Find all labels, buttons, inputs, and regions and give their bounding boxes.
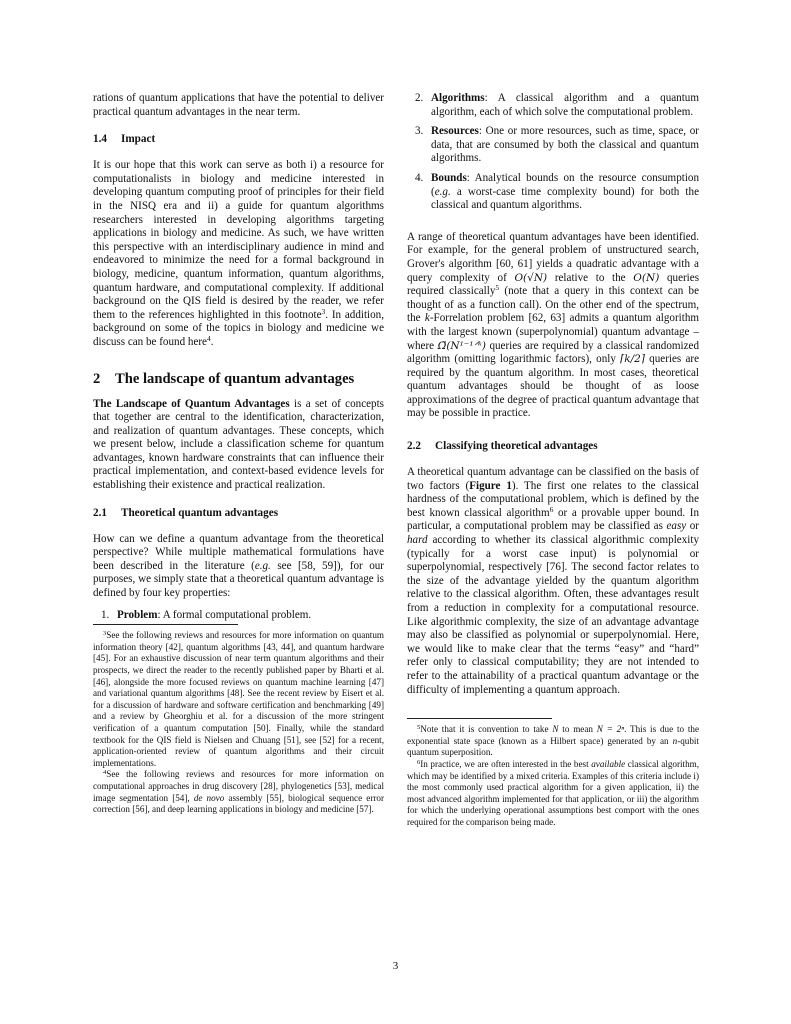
section-heading-theoretical: 2.1 Theoretical quantum advantages xyxy=(93,506,279,519)
list-item: 2. Algorithms: A classical algorithm and a quantum algorithm, each of which solve the computational problem. xyxy=(415,92,699,118)
footnote-6: $^6$In practice, we are often interested in the best available classical algorithm, which may be identified by a mixed criteria. Examples of this criteria include i) the most commonly used practical algorithm for a given application, ii) the most advanced algorithm implemented for that application, or iii) the algorithm for which the underlying operational assumptions best comport with the ones required for the comparison being made. xyxy=(407,758,700,827)
footnote-ref: 5 xyxy=(495,283,500,293)
impact-paragraph: It is our hope that this work can serve as both i) a resource for computationalists in biology and medicine interested in developing quantum computing proof of principles for their field in the NISQ era and ii) a guide for quantum algorithms researchers interested in developing algorithms targeting applications in biology and medicine. As such, we have written this perspective with an interdisciplinary audience in mind and endeavored to minimize the need for a formal background in biology, medicine, quantum information, quantum algorithms, quantum hardware, and computational complexity. If additional background on the QIS field is desired by the reader, we refer them to the references highlighted in this footnote$^3$. In addition, background on some of the topics in biology and medicine we discuss can be found here$^4$. xyxy=(93,159,384,348)
property-list-continued xyxy=(407,92,699,213)
theoretical-paragraph: How can we define a quantum advantage from the theoretical perspective? While multiple mathematical formulations have been described in the literature (e.g. see [58, 59]), for our purposes, we simply state that a theoretical quantum advantage is defined by four key properties: xyxy=(93,532,384,600)
advantages-range-paragraph: A range of theoretical quantum advantages have been identified. For example, for the general problem of unstructured search, Grover's algorithm [60, 61] yields a quadratic advantage with a query complexity of O(√N) relative to the O(N) queries required classically$^5$ (note that a query in this context can be thought of as a function call). On the other end of the spectrum, the k-Forrelation problem [62, 63] admits a quantum algorithm with the largest known (superpolynomial) quantum advantage – where Ω̃(N¹⁻¹ᐟᵏ) queries are required by a classical randomized algorithm (omitting logarithmic factors), only ⌈k/2⌉ queries are required by the quantum algorithm. In most cases, theoretical quantum advantages should be thought of as loose approximations of the degree of practical quantum advantage that may be possible in practice. xyxy=(407,230,700,420)
section-heading-classifying: 2.2 Classifying theoretical advantages xyxy=(407,440,598,453)
page-number: 3 xyxy=(392,960,399,972)
intro-continuation: rations of quantum applications that have the potential to deliver practical quantum advantages in the near term. xyxy=(93,92,384,118)
list-item: 4. Bounds: Analytical bounds on the resource consumption (e.g. a worst-case time complexity bound) for both the classical and quantum algorithms. xyxy=(415,171,699,212)
footnote-ref: 3 xyxy=(321,306,326,316)
left-column xyxy=(93,92,384,816)
list-item: 3. Resources: One or more resources, such as time, space, or data, that are consumed by both the classical and quantum algorithms. xyxy=(415,125,699,165)
footnotes-left xyxy=(93,630,384,816)
footnote-ref: 4 xyxy=(206,333,211,343)
section-heading-landscape: 2 The landscape of quantum advantages xyxy=(93,370,355,387)
classifying-paragraph: A theoretical quantum advantage can be classified on the basis of two factors (Figure 1). The first one relates to the classical hardness of the computational problem, which is defined by the best known classical algorithm$^6$ or a provable upper bound. In particular, a computational problem may be classified as easy or hard according to whether its classical algorithmic complexity (typically for a worst case input) is polynomial or superpolynomial, respectively [76]. The second factor relates to the size of the advantage yielded by the quantum algorithm relative to the classical algorithm. Often, these advantages result from a reduction in complexity for a computational resource. Like algorithmic complexity, the size of an advantage advantage may also be classified as polynomial or superpolynomial. Here, we would like to make clear that the terms “easy” and “hard” refer only to classical computability; they are not intended to refer to the attainability of a practical quantum advantage or the difficulty of implementing a quantum approach. xyxy=(407,466,699,696)
footnote-divider xyxy=(93,624,238,625)
footnote-5: $^5$Note that it is convention to take N to mean N = 2ⁿ. This is due to the exponential state space (known as a Hilbert space) generated by an n-qubit quantum superposition. xyxy=(407,724,700,758)
list-item: 1. Problem: A formal computational problem. xyxy=(101,608,312,621)
footnote-divider xyxy=(407,718,552,719)
footnotes-right xyxy=(407,724,699,828)
footnote-3: $^3$See the following reviews and resources for more information on quantum information theory [42], quantum algorithms [43, 44], and quantum hardware [45]. For an exhaustive discussion of near term quantum algorithms and their prospects, we direct the reader to the recently published paper by Bharti et al. [46], alongside the more focused reviews on quantum machine learning [47] and variational quantum algorithms [48]. See the recent review by Eisert et al. for a discussion of hardware and software certification and benchmarking [49] and a review by Gheorghiu et al. for a discussion of the more stringent verification of a quantum computation [50]. Finally, while the standard textbook for the QIS field is Nielsen and Chuang [51], see [52] for a recent, application-oriented review of quantum algorithms and their circuit implementations. xyxy=(93,630,384,768)
footnote-ref: 6 xyxy=(549,504,554,514)
footnote-4: $^4$See the following reviews and resources for more information on computational approaches in drug discovery [28], phylogenetics [53], medical image segmentation [54], de novo assembly [55], biological sequence error correction [56], and deep learning applications in biology and medicine [57]. xyxy=(93,769,385,815)
property-list xyxy=(93,609,384,623)
right-column xyxy=(407,92,699,829)
section-heading-impact: 1.4 Impact xyxy=(93,133,156,146)
landscape-paragraph: The Landscape of Quantum Advantages is a set of concepts that together are central to the identification, characterization, and realization of quantum advantages. These concepts, which we present below, include a classification scheme for quantum advantages, known hardware constraints that can influence their practical implementation, and context-based evidence levels for establishing their existence and practical realization. xyxy=(93,397,384,492)
